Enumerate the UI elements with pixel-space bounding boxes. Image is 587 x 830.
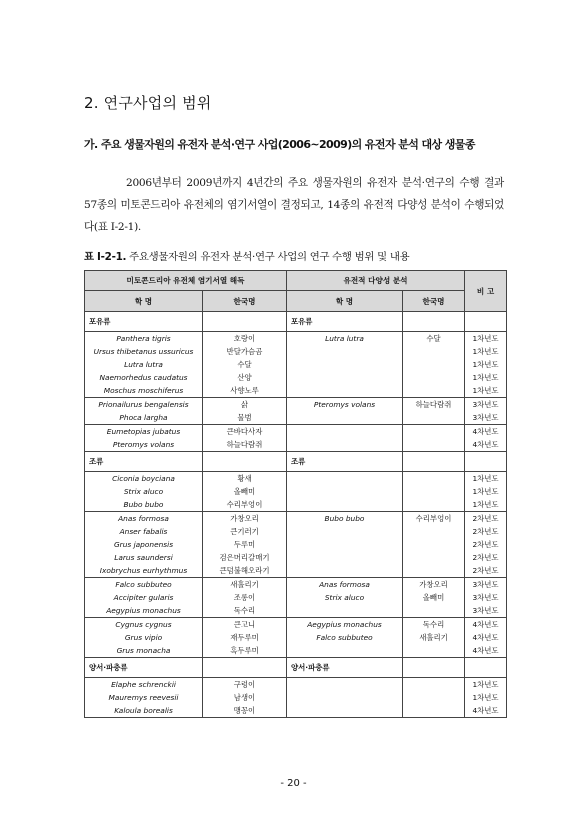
scientific-name-cell: Ciconia boyciana: [85, 472, 203, 486]
note-cell: 1차년도: [465, 691, 507, 704]
scientific-name-cell: Ursus thibetanus ussuricus: [85, 345, 203, 358]
korean-name-cell: 구렁이: [203, 678, 287, 692]
scientific-name-cell: Kaloula borealis: [85, 704, 203, 718]
scientific-name-cell: Grus monacha: [85, 644, 203, 658]
note-cell: 2차년도: [465, 564, 507, 578]
note-cell: 1차년도: [465, 472, 507, 486]
diversity-scientific-name-cell: [287, 691, 403, 704]
species-table: [84, 270, 507, 718]
note-cell: 3차년도: [465, 604, 507, 618]
note-cell: 3차년도: [465, 398, 507, 412]
header-scientific-name-2: 학 명: [287, 291, 403, 312]
diversity-korean-name-cell: [403, 438, 465, 452]
diversity-korean-name-cell: [403, 411, 465, 425]
note-cell: 4차년도: [465, 631, 507, 644]
diversity-scientific-name-cell: [287, 438, 403, 452]
diversity-scientific-name-cell: [287, 384, 403, 398]
diversity-scientific-name-cell: Aegypius monachus: [287, 618, 403, 632]
note-cell: 1차년도: [465, 485, 507, 498]
scientific-name-cell: Strix aluco: [85, 485, 203, 498]
diversity-scientific-name-cell: [287, 564, 403, 578]
header-scientific-name: 학 명: [85, 291, 203, 312]
table-caption-text: 주요생물자원의 유전자 분석·연구 사업의 연구 수행 범위 및 내용: [126, 251, 410, 263]
table-row: [85, 631, 507, 644]
diversity-scientific-name-cell: [287, 345, 403, 358]
korean-name-cell: 산양: [203, 371, 287, 384]
diversity-korean-name-cell: [403, 472, 465, 486]
korean-name-cell: 큰고니: [203, 618, 287, 632]
scientific-name-cell: Mauremys reevesii: [85, 691, 203, 704]
section-title: 2. 연구사업의 범위: [84, 94, 212, 112]
note-cell: 1차년도: [465, 345, 507, 358]
diversity-scientific-name-cell: Strix aluco: [287, 591, 403, 604]
note-cell: 3차년도: [465, 411, 507, 425]
diversity-korean-name-cell: [403, 425, 465, 439]
scientific-name-cell: Falco subbuteo: [85, 578, 203, 592]
korean-name-cell: 올빼미: [203, 485, 287, 498]
category-empty: [403, 312, 465, 332]
diversity-scientific-name-cell: [287, 551, 403, 564]
table-row: [85, 425, 507, 439]
diversity-korean-name-cell: 수달: [403, 332, 465, 346]
note-cell: 1차년도: [465, 498, 507, 512]
note-cell: 1차년도: [465, 371, 507, 384]
table-row: [85, 578, 507, 592]
header-note: 비 고: [465, 271, 507, 312]
table-row: [85, 691, 507, 704]
diversity-korean-name-cell: 수리부엉이: [403, 512, 465, 526]
diversity-scientific-name-cell: [287, 485, 403, 498]
diversity-scientific-name-cell: [287, 678, 403, 692]
category-row-mammal: [85, 312, 507, 332]
diversity-korean-name-cell: 가창오리: [403, 578, 465, 592]
diversity-scientific-name-cell: Falco subbuteo: [287, 631, 403, 644]
diversity-korean-name-cell: [403, 345, 465, 358]
korean-name-cell: 새홀리기: [203, 578, 287, 592]
diversity-korean-name-cell: [403, 538, 465, 551]
diversity-korean-name-cell: [403, 525, 465, 538]
korean-name-cell: 사향노루: [203, 384, 287, 398]
header-mito-sequencing: 미토콘드리아 유전체 염기서열 해독: [85, 271, 287, 291]
category-empty: [465, 452, 507, 472]
korean-name-cell: 조롱이: [203, 591, 287, 604]
table-row: [85, 472, 507, 486]
diversity-scientific-name-cell: [287, 498, 403, 512]
scientific-name-cell: Bubo bubo: [85, 498, 203, 512]
diversity-korean-name-cell: [403, 384, 465, 398]
korean-name-cell: 독수리: [203, 604, 287, 618]
diversity-korean-name-cell: [403, 564, 465, 578]
korean-name-cell: 물범: [203, 411, 287, 425]
note-cell: 2차년도: [465, 538, 507, 551]
table-row: [85, 564, 507, 578]
korean-name-cell: 큰바다사자: [203, 425, 287, 439]
korean-name-cell: 수리부엉이: [203, 498, 287, 512]
diversity-korean-name-cell: [403, 485, 465, 498]
note-cell: 4차년도: [465, 438, 507, 452]
table-row: [85, 438, 507, 452]
diversity-scientific-name-cell: [287, 704, 403, 718]
korean-name-cell: 큰덤불해오라기: [203, 564, 287, 578]
diversity-korean-name-cell: [403, 371, 465, 384]
table-row: [85, 332, 507, 346]
body-paragraph: 2006년부터 2009년까지 4년간의 주요 생물자원의 유전자 분석·연구의 수행 결과 57종의 미토콘드리아 유전체의 염기서열이 결정되고, 14종의 유전적 다양성 분석이 수행되었다(표 Ⅰ-2-1).: [84, 177, 504, 233]
table-row: [85, 604, 507, 618]
diversity-korean-name-cell: [403, 551, 465, 564]
scientific-name-cell: Grus vipio: [85, 631, 203, 644]
scientific-name-cell: Ixobrychus eurhythmus: [85, 564, 203, 578]
note-cell: 1차년도: [465, 358, 507, 371]
korean-name-cell: 수달: [203, 358, 287, 371]
korean-name-cell: 반달가슴곰: [203, 345, 287, 358]
scientific-name-cell: Elaphe schrenckii: [85, 678, 203, 692]
korean-name-cell: 남생이: [203, 691, 287, 704]
table-row: [85, 538, 507, 551]
korean-name-cell: 검은머리갈매기: [203, 551, 287, 564]
subsection-title: 가. 주요 생물자원의 유전자 분석·연구 사업(2006~2009)의 유전자 분석 대상 생물종: [84, 138, 475, 151]
korean-name-cell: 맹꽁이: [203, 704, 287, 718]
diversity-korean-name-cell: [403, 678, 465, 692]
scientific-name-cell: Panthera tigris: [85, 332, 203, 346]
korean-name-cell: 황새: [203, 472, 287, 486]
diversity-korean-name-cell: [403, 358, 465, 371]
table-row: [85, 525, 507, 538]
diversity-korean-name-cell: [403, 498, 465, 512]
scientific-name-cell: Anser fabalis: [85, 525, 203, 538]
korean-name-cell: 삵: [203, 398, 287, 412]
note-cell: 1차년도: [465, 332, 507, 346]
note-cell: 4차년도: [465, 425, 507, 439]
diversity-scientific-name-cell: [287, 411, 403, 425]
category-row-herp: [85, 658, 507, 678]
diversity-scientific-name-cell: [287, 358, 403, 371]
note-cell: 4차년도: [465, 644, 507, 658]
table-row: [85, 512, 507, 526]
korean-name-cell: 두루미: [203, 538, 287, 551]
korean-name-cell: 재두루미: [203, 631, 287, 644]
scientific-name-cell: Prionailurus bengalensis: [85, 398, 203, 412]
diversity-korean-name-cell: [403, 704, 465, 718]
diversity-korean-name-cell: [403, 644, 465, 658]
diversity-korean-name-cell: 독수리: [403, 618, 465, 632]
diversity-korean-name-cell: 올빼미: [403, 591, 465, 604]
header-korean-name-2: 한국명: [403, 291, 465, 312]
table-row: [85, 704, 507, 718]
category-empty: [465, 312, 507, 332]
page-number: - 20 -: [280, 778, 307, 789]
diversity-korean-name-cell: 하늘다람쥐: [403, 398, 465, 412]
diversity-scientific-name-cell: [287, 472, 403, 486]
diversity-scientific-name-cell: [287, 604, 403, 618]
table-row: [85, 485, 507, 498]
category-empty: [403, 452, 465, 472]
note-cell: 1차년도: [465, 384, 507, 398]
table-row: [85, 411, 507, 425]
scientific-name-cell: Lutra lutra: [85, 358, 203, 371]
korean-name-cell: 가창오리: [203, 512, 287, 526]
scientific-name-cell: Eumetopias jubatus: [85, 425, 203, 439]
scientific-name-cell: Aegypius monachus: [85, 604, 203, 618]
category-empty: [465, 658, 507, 678]
category-label-2: 포유류: [287, 312, 403, 332]
header-genetic-diversity: 유전적 다양성 분석: [287, 271, 465, 291]
note-cell: 3차년도: [465, 578, 507, 592]
diversity-scientific-name-cell: Lutra lutra: [287, 332, 403, 346]
table-row: [85, 618, 507, 632]
table-row: [85, 384, 507, 398]
note-cell: 4차년도: [465, 618, 507, 632]
table-row: [85, 591, 507, 604]
table-row: [85, 345, 507, 358]
note-cell: 2차년도: [465, 512, 507, 526]
table-caption-label: 표 Ⅰ-2-1.: [84, 251, 127, 263]
note-cell: 2차년도: [465, 525, 507, 538]
table-row: [85, 678, 507, 692]
table-row: [85, 358, 507, 371]
diversity-scientific-name-cell: Anas formosa: [287, 578, 403, 592]
table-body: [85, 312, 507, 718]
note-cell: 4차년도: [465, 704, 507, 718]
diversity-scientific-name-cell: Pteromys volans: [287, 398, 403, 412]
category-label-2: 조류: [287, 452, 403, 472]
note-cell: 3차년도: [465, 591, 507, 604]
note-cell: 1차년도: [465, 678, 507, 692]
category-empty: [403, 658, 465, 678]
category-label: 조류: [85, 452, 203, 472]
korean-name-cell: 하늘다람쥐: [203, 438, 287, 452]
scientific-name-cell: Anas formosa: [85, 512, 203, 526]
diversity-korean-name-cell: [403, 604, 465, 618]
scientific-name-cell: Naemorhedus caudatus: [85, 371, 203, 384]
table-row: [85, 498, 507, 512]
note-cell: 2차년도: [465, 551, 507, 564]
diversity-scientific-name-cell: [287, 425, 403, 439]
table-row: [85, 398, 507, 412]
diversity-korean-name-cell: 새홀리기: [403, 631, 465, 644]
category-label: 양서·파충류: [85, 658, 203, 678]
scientific-name-cell: Phoca largha: [85, 411, 203, 425]
table-row: [85, 644, 507, 658]
scientific-name-cell: Accipiter gularis: [85, 591, 203, 604]
korean-name-cell: 흑두루미: [203, 644, 287, 658]
diversity-scientific-name-cell: [287, 371, 403, 384]
diversity-korean-name-cell: [403, 691, 465, 704]
header-korean-name: 한국명: [203, 291, 287, 312]
table-caption: [84, 248, 409, 263]
korean-name-cell: 큰기러기: [203, 525, 287, 538]
scientific-name-cell: Larus saundersi: [85, 551, 203, 564]
category-empty: [203, 658, 287, 678]
scientific-name-cell: Moschus moschiferus: [85, 384, 203, 398]
scientific-name-cell: Pteromys volans: [85, 438, 203, 452]
table-row: [85, 551, 507, 564]
category-label-2: 양서·파충류: [287, 658, 403, 678]
category-label: 포유류: [85, 312, 203, 332]
category-empty: [203, 452, 287, 472]
category-empty: [203, 312, 287, 332]
category-row-bird: [85, 452, 507, 472]
korean-name-cell: 호랑이: [203, 332, 287, 346]
diversity-scientific-name-cell: [287, 644, 403, 658]
diversity-scientific-name-cell: Bubo bubo: [287, 512, 403, 526]
scientific-name-cell: Cygnus cygnus: [85, 618, 203, 632]
scientific-name-cell: Grus japonensis: [85, 538, 203, 551]
diversity-scientific-name-cell: [287, 525, 403, 538]
table-row: [85, 371, 507, 384]
diversity-scientific-name-cell: [287, 538, 403, 551]
